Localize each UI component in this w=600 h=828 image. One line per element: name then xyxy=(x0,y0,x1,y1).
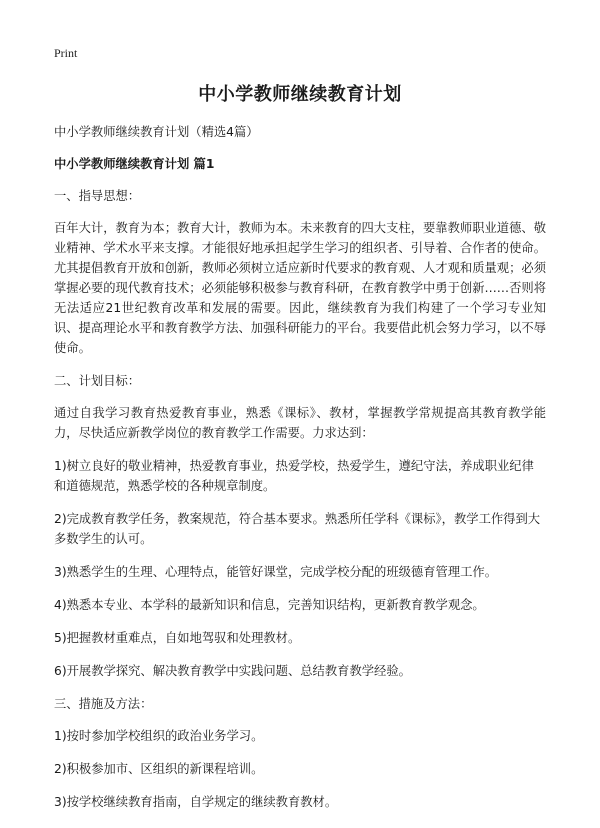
list-item-goal-3: 3)熟悉学生的生理、心理特点，能管好课堂，完成学校分配的班级德育管理工作。 xyxy=(54,565,498,579)
list-item-measure-2: 2)积极参加市、区组织的新课程培训。 xyxy=(54,762,264,776)
heading-guiding-ideology: 一、指导思想： xyxy=(54,189,141,203)
list-item-goal-2: 2)完成教育教学任务，教案规范，符合基本要求。熟悉所任学科《课标》，教学工作得到大多数学生的认可。 xyxy=(54,512,541,546)
paragraph-guiding-ideology: 百年大计，教育为本；教育大计，教师为本。未来教育的四大支柱，要靠教师职业道德、敬业精神、学术水平来支撑。才能很好地承担起学生学习的组织者、引导着、合作者的使命。尤其提倡教育开放和创新，教师必须树立适应新时代要求的教育观、人才观和质量观；必须掌握必要的现代教育技术；必须能够积极参与教育科研，在教育教学中勇于创新……否则将无法适应21世纪教育改革和发展的需要。因此，继续教育为我们构建了一个学习专业知识、提高理论水平和教育教学方法、加强科研能力的平台。我要借此机会努力学习，以不辱使命。 xyxy=(54,221,546,355)
document-body xyxy=(54,122,546,825)
list-item-measure-1: 1)按时参加学校组织的政治业务学习。 xyxy=(54,729,264,743)
list-item-measure-3: 3)按学校继续教育指南，自学规定的继续教育教材。 xyxy=(54,795,338,809)
list-item-goal-1: 1)树立良好的敬业精神，热爱教育事业，热爱学校，热爱学生，遵纪守法，养成职业纪律和道德规范，熟悉学校的各种规章制度。 xyxy=(54,459,534,493)
page-title: 中小学教师继续教育计划 xyxy=(198,84,402,105)
list-item-goal-4: 4)熟悉本专业、本学科的最新知识和信息，完善知识结构，更新教育教学观念。 xyxy=(54,598,485,612)
heading-measures: 三、措施及方法： xyxy=(54,697,153,711)
document-subtitle: 中小学教师继续教育计划（精选4篇） xyxy=(54,125,259,139)
section-title: 中小学教师继续教育计划 篇1 xyxy=(54,157,215,171)
print-link[interactable]: Print xyxy=(54,46,78,60)
heading-plan-goals: 二、计划目标： xyxy=(54,374,141,388)
list-item-goal-5: 5)把握教材重难点，自如地驾驭和处理教材。 xyxy=(54,631,301,645)
paragraph-plan-goals: 通过自我学习教育热爱教育事业，熟悉《课标》、教材，掌握教学常规提高其教育教学能力，尽快适应新教学岗位的教育教学工作需要。力求达到： xyxy=(54,406,546,440)
list-item-goal-6: 6)开展教学探究、解决教育教学中实践问题、总结教育教学经验。 xyxy=(54,664,411,678)
